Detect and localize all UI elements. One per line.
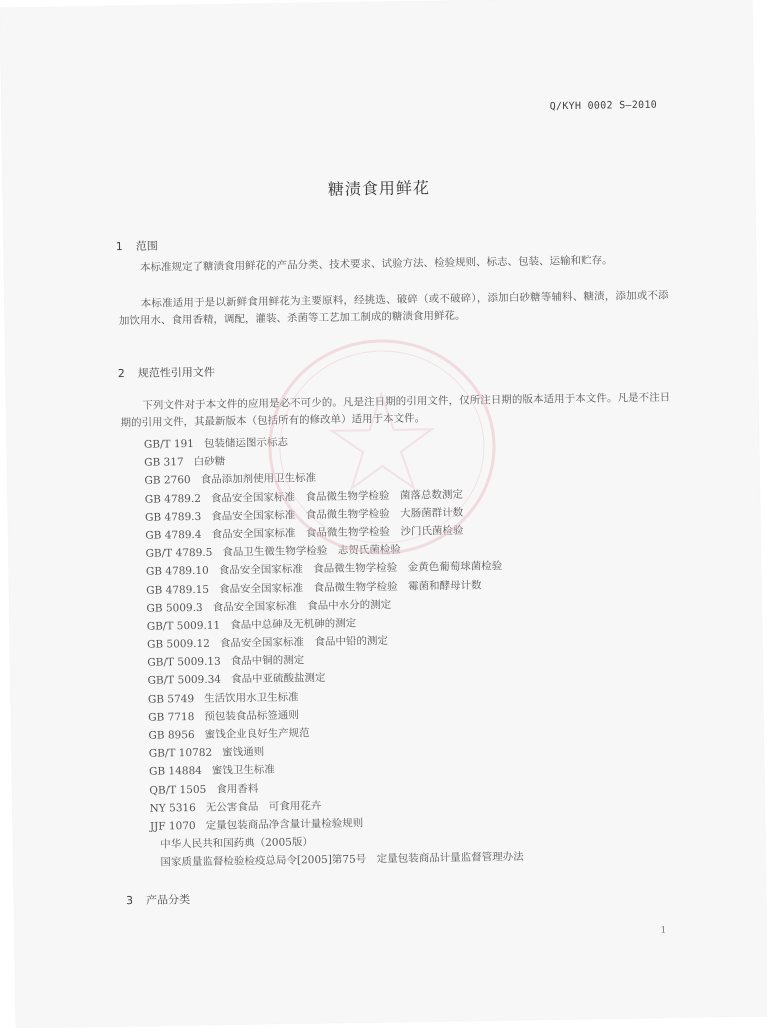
reference-title: 无公害食品 可食用花卉 [205,799,322,814]
reference-code: NY 5316 [149,801,196,815]
reference-code: GB 5009.3 [146,601,203,615]
reference-title: 蜜饯卫生标准 [211,764,275,778]
section-2-heading [118,364,215,382]
reference-code: GB/T 5009.13 [147,655,221,669]
reference-title: 白砂糖 [193,455,226,469]
reference-title: 蜜饯通则 [222,746,265,759]
reference-code: GB 317 [144,456,184,469]
reference-title: 食品安全国家标准 食品微生物学检验 沙门氏菌检验 [211,524,464,541]
page-number: 1 [660,925,667,936]
section-3-heading [126,891,190,908]
reference-code: GB 4789.4 [145,528,202,542]
section-2-paragraph-1: 下列文件对于本文件的应用是必不可少的。凡是注日期的引用文件，仅所注日期的版本适用于本文件。凡是不注日期的引用文件，其最新版本（包括所有的修改单）适用于本文件。 [120,391,671,430]
section-1-paragraph-2: 本标准适用于是以新鲜食用鲜花为主要原料，经挑选、破碎（或不破碎），添加白砂糖等辅料、糖渍，添加或不添加饮用水、食用香精，调配，灌装、杀菌等工艺加工制成的糖渍食用鲜花。 [118,289,669,328]
reference-title: 国家质量监督检验检疫总局令[2005]第75号 定量包装商品计量监督管理办法 [160,851,524,869]
reference-title: 生活饮用水卫生标准 [203,690,299,705]
reference-code: JJF 1070 [149,819,196,833]
reference-title: 中华人民共和国药典（2005版） [160,836,314,851]
section-title: 规范性引用文件 [137,365,215,380]
reference-title: 食品安全国家标准 食品中水分的测定 [212,598,392,614]
reference-title: 食品添加剂使用卫生标准 [200,472,317,487]
reference-title: 蜜饯企业良好生产规范 [204,727,310,741]
normative-reference-list [144,430,524,872]
reference-title: 食品安全国家标准 食品微生物学检验 霉菌和酵母计数 [218,578,482,596]
reference-code: GB/T 191 [143,437,195,451]
reference-code: GB 5749 [147,692,195,706]
reference-title: 食用香料 [216,782,259,796]
document-title: 糖渍食用鲜花 [327,178,431,199]
reference-code: GB 8956 [148,729,195,742]
section-1-paragraph-1: 本标准规定了糖渍食用鲜花的产品分类、技术要求、试验方法、检验规则、标志、包装、运输和贮存。 [140,254,613,274]
reference-title: 食品安全国家标准 食品微生物学检验 大肠菌群计数 [211,506,464,523]
reference-title: 定量包装商品净含量计量检验规则 [205,817,364,832]
section-number: 1 [115,240,123,254]
section-title: 产品分类 [145,893,191,907]
reference-code: GB 4789.2 [144,492,202,506]
section-1-heading [116,238,158,255]
reference-title: 食品卫生微生物学检验 志贺氏菌检验 [222,543,401,559]
reference-code: GB 4789.3 [144,510,202,524]
section-number: 3 [125,893,134,908]
reference-code: QB/T 1505 [149,783,207,797]
section-title: 范围 [135,239,158,253]
reference-title: 食品中亚硫酸盐测定 [230,672,326,686]
reference-code: GB/T 4789.5 [145,546,213,560]
reference-code: GB/T 5009.34 [147,674,222,688]
reference-code: GB 4789.15 [146,583,210,597]
reference-title: 食品中铜的测定 [230,654,305,668]
reference-title: 预包装食品标签通则 [204,709,299,723]
reference-title: 食品安全国家标准 食品中铅的测定 [219,635,388,650]
reference-code: GB 14884 [148,765,202,779]
reference-code: GB/T 5009.11 [146,619,221,633]
reference-title: 食品安全国家标准 食品微生物学检验 金黄色葡萄球菌检验 [218,560,503,577]
reference-code: GB/T 10782 [148,746,213,760]
standard-code: Q/KYH 0002 S—2010 [549,99,658,113]
reference-title: 食品中总砷及无机砷的测定 [230,617,357,632]
reference-title: 食品安全国家标准 食品微生物学检验 菌落总数测定 [210,488,464,505]
reference-code: GB 2760 [144,474,191,488]
reference-title: 包装储运图示标志 [203,436,289,450]
reference-code: GB 4789.10 [145,565,209,579]
section-number: 2 [117,367,125,381]
reference-code: GB 7718 [148,710,195,724]
reference-code: GB 5009.12 [146,637,211,651]
